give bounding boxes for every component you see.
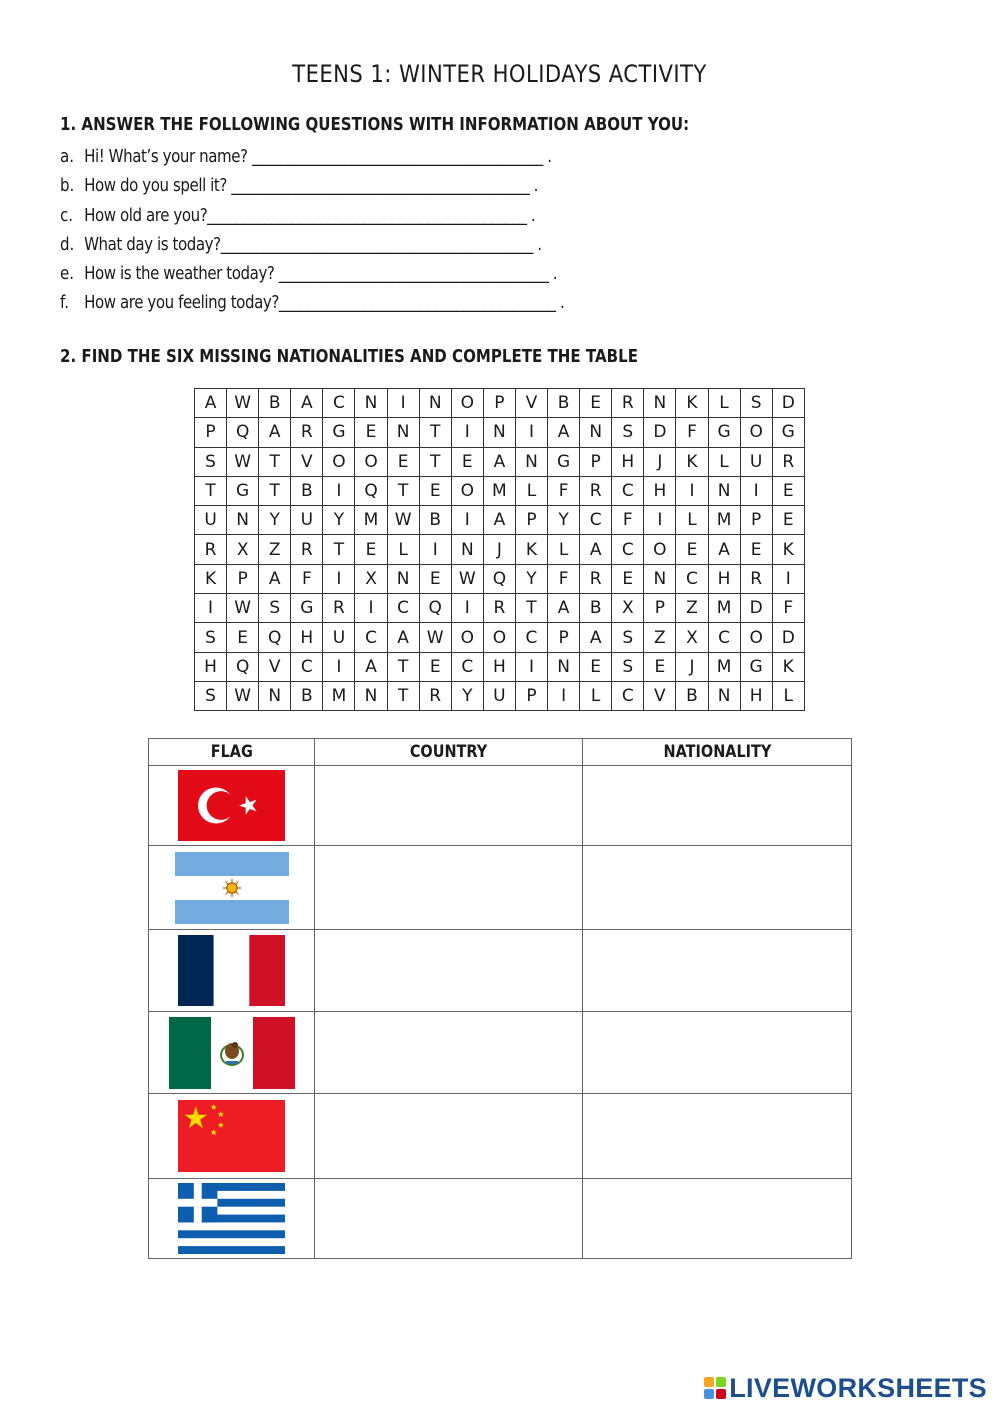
grid-cell[interactable]: Y [515, 564, 547, 593]
china-flag-icon [178, 1100, 285, 1172]
grid-cell[interactable]: T [387, 681, 419, 710]
question-letter: e. [60, 264, 75, 285]
grid-cell[interactable]: L [708, 389, 740, 418]
grid-cell[interactable]: K [772, 652, 804, 681]
grid-cell[interactable]: C [355, 623, 387, 652]
grid-cell[interactable]: B [259, 389, 291, 418]
grid-cell[interactable]: O [323, 447, 355, 476]
grid-cell[interactable]: B [548, 389, 580, 418]
header-flag: FLAG [149, 739, 315, 766]
grid-cell[interactable]: B [291, 476, 323, 505]
mexico-flag-icon [169, 1017, 295, 1089]
grid-cell[interactable]: Z [644, 623, 676, 652]
grid-cell[interactable]: I [515, 418, 547, 447]
grid-cell[interactable]: N [355, 681, 387, 710]
grid-cell[interactable]: Q [227, 652, 259, 681]
grid-cell[interactable]: S [740, 389, 772, 418]
grid-cell[interactable]: N [548, 652, 580, 681]
grid-cell[interactable]: X [676, 623, 708, 652]
grid-cell[interactable]: I [451, 506, 483, 535]
grid-cell[interactable]: R [612, 389, 644, 418]
grid-cell[interactable]: R [580, 564, 612, 593]
grid-cell[interactable]: R [483, 594, 515, 623]
grid-cell[interactable]: N [580, 418, 612, 447]
question-letter: a. [60, 147, 75, 167]
flag-cell [149, 766, 315, 846]
grid-cell[interactable]: E [419, 564, 451, 593]
argentina-flag-icon [175, 852, 289, 924]
grid-cell[interactable]: A [291, 389, 323, 418]
grid-cell[interactable]: J [676, 652, 708, 681]
grid-cell[interactable]: M [708, 506, 740, 535]
grid-cell[interactable]: B [291, 681, 323, 710]
grid-cell[interactable]: I [740, 476, 772, 505]
grid-row [195, 564, 805, 593]
grid-cell[interactable]: B [676, 681, 708, 710]
grid-row [195, 418, 805, 447]
question-e[interactable] [60, 260, 564, 289]
grid-cell[interactable]: H [612, 447, 644, 476]
grid-cell[interactable]: C [612, 476, 644, 505]
grid-cell[interactable]: T [419, 418, 451, 447]
grid-cell[interactable]: C [291, 652, 323, 681]
nationality-answer-cell[interactable] [583, 1179, 852, 1259]
grid-cell[interactable]: Y [259, 506, 291, 535]
grid-cell[interactable]: S [612, 623, 644, 652]
grid-cell[interactable]: V [644, 681, 676, 710]
grid-cell[interactable]: M [708, 652, 740, 681]
france-flag-icon [178, 935, 285, 1006]
grid-cell[interactable]: R [419, 681, 451, 710]
grid-cell[interactable]: G [227, 476, 259, 505]
grid-cell[interactable]: M [708, 594, 740, 623]
grid-cell[interactable]: O [355, 447, 387, 476]
question-letter: f. [60, 293, 69, 314]
question-text: What day is today?____________________________________________ . [84, 234, 542, 255]
grid-cell[interactable]: F [676, 418, 708, 447]
grid-cell[interactable]: E [419, 476, 451, 505]
grid-cell[interactable]: P [227, 564, 259, 593]
grid-cell[interactable]: R [740, 564, 772, 593]
question-text: How old are you?_____________________________________________ . [84, 205, 536, 226]
country-answer-cell[interactable] [315, 1094, 583, 1179]
flag-cell [149, 1179, 315, 1259]
grid-cell[interactable]: K [515, 535, 547, 564]
grid-cell[interactable]: B [419, 506, 451, 535]
grid-row [195, 681, 805, 710]
grid-cell[interactable]: H [708, 564, 740, 593]
grid-cell[interactable]: L [676, 506, 708, 535]
grid-cell[interactable]: H [740, 681, 772, 710]
grid-cell[interactable]: B [580, 594, 612, 623]
country-answer-cell[interactable] [315, 846, 583, 930]
grid-cell[interactable]: I [195, 594, 227, 623]
grid-cell[interactable]: I [323, 476, 355, 505]
table-row [149, 930, 852, 1012]
grid-cell[interactable]: E [676, 535, 708, 564]
grid-cell[interactable]: G [323, 418, 355, 447]
grid-cell[interactable]: E [580, 389, 612, 418]
question-text: How do you spell it? __________________________________________ . [84, 176, 539, 197]
grid-cell[interactable]: X [355, 564, 387, 593]
grid-cell[interactable]: N [708, 681, 740, 710]
grid-row [195, 389, 805, 418]
question-b[interactable] [60, 172, 564, 201]
grid-row [195, 652, 805, 681]
grid-cell[interactable]: V [259, 652, 291, 681]
grid-cell[interactable]: Y [451, 681, 483, 710]
grid-cell[interactable]: A [548, 418, 580, 447]
greece-flag-icon [178, 1183, 285, 1254]
grid-cell[interactable]: S [195, 447, 227, 476]
grid-cell[interactable]: N [515, 447, 547, 476]
nationality-answer-cell[interactable] [583, 846, 852, 930]
nationality-answer-cell[interactable] [583, 766, 852, 846]
grid-cell[interactable]: J [644, 447, 676, 476]
grid-cell[interactable]: Q [259, 623, 291, 652]
grid-cell[interactable]: T [387, 476, 419, 505]
question-text: Hi! What’s your name? _________________________________________ . [84, 147, 552, 167]
grid-cell[interactable]: A [387, 623, 419, 652]
grid-cell[interactable]: C [708, 623, 740, 652]
grid-cell[interactable]: H [483, 652, 515, 681]
table-header-row [149, 739, 852, 766]
grid-cell[interactable]: E [580, 652, 612, 681]
grid-cell[interactable]: C [323, 389, 355, 418]
grid-cell[interactable]: E [355, 418, 387, 447]
grid-cell[interactable]: W [227, 594, 259, 623]
grid-cell[interactable]: M [323, 681, 355, 710]
grid-cell[interactable]: C [451, 652, 483, 681]
grid-cell[interactable]: E [419, 652, 451, 681]
grid-cell[interactable]: N [387, 564, 419, 593]
grid-cell[interactable]: A [548, 594, 580, 623]
nationality-answer-cell[interactable] [583, 1094, 852, 1179]
grid-cell[interactable]: S [612, 418, 644, 447]
grid-row [195, 623, 805, 652]
country-answer-cell[interactable] [315, 1012, 583, 1094]
grid-cell[interactable]: O [740, 623, 772, 652]
grid-cell[interactable]: P [515, 681, 547, 710]
grid-cell[interactable]: H [195, 652, 227, 681]
grid-cell[interactable]: E [772, 506, 804, 535]
grid-cell[interactable]: R [580, 476, 612, 505]
grid-cell[interactable]: N [419, 389, 451, 418]
grid-cell[interactable]: G [291, 594, 323, 623]
grid-cell[interactable]: A [259, 418, 291, 447]
question-text: How are you feeling today?_______________________________________ . [84, 293, 565, 314]
grid-cell[interactable]: S [612, 652, 644, 681]
grid-cell[interactable]: L [772, 681, 804, 710]
grid-cell[interactable]: X [612, 594, 644, 623]
flag-cell [149, 1094, 315, 1179]
grid-cell[interactable]: T [195, 476, 227, 505]
grid-cell[interactable]: D [772, 623, 804, 652]
grid-cell[interactable]: P [195, 418, 227, 447]
grid-cell[interactable]: I [323, 652, 355, 681]
grid-cell[interactable]: Q [355, 476, 387, 505]
grid-cell[interactable]: I [387, 389, 419, 418]
flag-cell [149, 846, 315, 930]
grid-row [195, 476, 805, 505]
section-2-heading: 2. FIND THE SIX MISSING NATIONALITIES AND COMPLETE THE TABLE [60, 347, 639, 367]
grid-cell[interactable]: F [612, 506, 644, 535]
grid-cell[interactable]: D [644, 418, 676, 447]
country-answer-cell[interactable] [315, 766, 583, 846]
grid-cell[interactable]: Q [483, 564, 515, 593]
grid-row [195, 535, 805, 564]
grid-cell[interactable]: I [644, 506, 676, 535]
grid-cell[interactable]: L [548, 535, 580, 564]
grid-cell[interactable]: M [355, 506, 387, 535]
grid-cell[interactable]: I [355, 594, 387, 623]
grid-cell[interactable]: E [772, 476, 804, 505]
grid-cell[interactable]: E [227, 623, 259, 652]
grid-cell[interactable]: W [227, 389, 259, 418]
grid-cell[interactable]: G [740, 652, 772, 681]
grid-cell[interactable]: Z [259, 535, 291, 564]
grid-cell[interactable]: P [580, 447, 612, 476]
grid-cell[interactable]: T [419, 447, 451, 476]
grid-cell[interactable]: M [483, 476, 515, 505]
grid-cell[interactable]: A [483, 506, 515, 535]
grid-cell[interactable]: Q [419, 594, 451, 623]
grid-cell[interactable]: X [227, 535, 259, 564]
grid-cell[interactable]: D [740, 594, 772, 623]
grid-cell[interactable]: C [612, 535, 644, 564]
grid-cell[interactable]: C [580, 506, 612, 535]
grid-cell[interactable]: V [515, 389, 547, 418]
grid-cell[interactable]: P [644, 594, 676, 623]
grid-cell[interactable]: A [708, 535, 740, 564]
grid-cell[interactable]: P [740, 506, 772, 535]
table-row [149, 1094, 852, 1179]
grid-cell[interactable]: N [644, 564, 676, 593]
grid-cell[interactable]: O [644, 535, 676, 564]
grid-cell[interactable]: E [451, 447, 483, 476]
question-c[interactable] [60, 202, 564, 231]
grid-cell[interactable]: S [195, 681, 227, 710]
grid-cell[interactable]: R [772, 447, 804, 476]
grid-cell[interactable]: R [195, 535, 227, 564]
grid-cell[interactable]: S [259, 594, 291, 623]
grid-cell[interactable]: D [772, 389, 804, 418]
nationality-answer-cell[interactable] [583, 1012, 852, 1094]
grid-cell[interactable]: H [291, 623, 323, 652]
question-f[interactable] [60, 289, 564, 318]
grid-cell[interactable]: T [387, 652, 419, 681]
grid-cell[interactable]: I [419, 535, 451, 564]
liveworksheets-logo-icon [704, 1377, 726, 1399]
grid-cell[interactable]: A [355, 652, 387, 681]
table-row [149, 766, 852, 846]
grid-cell[interactable]: A [259, 564, 291, 593]
grid-row [195, 447, 805, 476]
grid-cell[interactable]: N [355, 389, 387, 418]
grid-cell[interactable]: P [483, 389, 515, 418]
grid-cell[interactable]: O [451, 623, 483, 652]
grid-cell[interactable]: A [483, 447, 515, 476]
grid-cell[interactable]: N [227, 506, 259, 535]
grid-cell[interactable]: I [323, 564, 355, 593]
table-row [149, 846, 852, 930]
grid-cell[interactable]: U [291, 506, 323, 535]
grid-row [195, 506, 805, 535]
grid-cell[interactable]: R [291, 535, 323, 564]
grid-cell[interactable]: G [772, 418, 804, 447]
grid-cell[interactable]: C [612, 681, 644, 710]
nationality-answer-cell[interactable] [583, 930, 852, 1012]
turkey-flag-icon [178, 770, 285, 841]
header-country: COUNTRY [315, 739, 583, 766]
liveworksheets-logo [704, 1372, 987, 1404]
grid-cell[interactable]: N [483, 418, 515, 447]
grid-cell[interactable]: I [548, 681, 580, 710]
grid-cell[interactable]: O [451, 476, 483, 505]
grid-cell[interactable]: E [644, 652, 676, 681]
grid-cell[interactable]: W [419, 623, 451, 652]
grid-cell[interactable]: R [323, 594, 355, 623]
grid-cell[interactable]: L [708, 447, 740, 476]
question-letter: c. [60, 205, 74, 226]
section-1-heading: 1. ANSWER THE FOLLOWING QUESTIONS WITH INFORMATION ABOUT YOU: [60, 115, 690, 135]
grid-cell[interactable]: E [612, 564, 644, 593]
grid-cell[interactable]: O [451, 389, 483, 418]
question-a[interactable] [60, 143, 564, 172]
word-search-grid[interactable] [194, 388, 805, 711]
grid-cell[interactable]: Q [227, 418, 259, 447]
flag-cell [149, 1012, 315, 1094]
grid-cell[interactable]: L [580, 681, 612, 710]
grid-cell[interactable]: F [772, 594, 804, 623]
question-d[interactable] [60, 231, 564, 260]
grid-cell[interactable]: S [195, 623, 227, 652]
grid-cell[interactable]: K [676, 447, 708, 476]
liveworksheets-logo-text: LIVEWORKSHEETS [729, 1372, 987, 1403]
grid-cell[interactable]: T [259, 447, 291, 476]
grid-cell[interactable]: N [387, 418, 419, 447]
grid-cell[interactable]: A [195, 389, 227, 418]
grid-cell[interactable]: N [259, 681, 291, 710]
grid-cell[interactable]: C [387, 594, 419, 623]
grid-cell[interactable]: C [676, 564, 708, 593]
grid-row [195, 594, 805, 623]
grid-cell[interactable]: O [483, 623, 515, 652]
grid-cell[interactable]: N [644, 389, 676, 418]
grid-cell[interactable]: Z [676, 594, 708, 623]
grid-cell[interactable]: E [740, 535, 772, 564]
grid-cell[interactable]: W [451, 564, 483, 593]
grid-cell[interactable]: Y [548, 506, 580, 535]
grid-cell[interactable]: A [580, 623, 612, 652]
grid-cell[interactable]: T [323, 535, 355, 564]
question-text: How is the weather today? ______________________________________ . [84, 264, 558, 285]
grid-cell[interactable]: F [548, 476, 580, 505]
grid-cell[interactable]: C [515, 623, 547, 652]
grid-cell[interactable]: P [548, 623, 580, 652]
header-nationality: NATIONALITY [583, 739, 852, 766]
grid-cell[interactable]: T [515, 594, 547, 623]
grid-cell[interactable]: I [676, 476, 708, 505]
table-row [149, 1012, 852, 1094]
grid-cell[interactable]: F [291, 564, 323, 593]
grid-cell[interactable]: P [515, 506, 547, 535]
grid-cell[interactable]: Y [323, 506, 355, 535]
nationality-table [148, 738, 852, 1259]
table-row [149, 1179, 852, 1259]
grid-cell[interactable]: A [580, 535, 612, 564]
country-answer-cell[interactable] [315, 1179, 583, 1259]
grid-cell[interactable]: T [259, 476, 291, 505]
grid-cell[interactable]: U [740, 447, 772, 476]
grid-cell[interactable]: W [387, 506, 419, 535]
grid-cell[interactable]: F [548, 564, 580, 593]
grid-cell[interactable]: R [291, 418, 323, 447]
grid-cell[interactable]: J [483, 535, 515, 564]
grid-cell[interactable]: G [548, 447, 580, 476]
grid-cell[interactable]: U [323, 623, 355, 652]
grid-cell[interactable]: L [515, 476, 547, 505]
flag-cell [149, 930, 315, 1012]
grid-cell[interactable]: E [355, 535, 387, 564]
grid-cell[interactable]: V [291, 447, 323, 476]
grid-cell[interactable]: H [644, 476, 676, 505]
grid-cell[interactable]: W [227, 447, 259, 476]
grid-cell[interactable]: I [772, 564, 804, 593]
question-letter: b. [60, 176, 75, 197]
country-answer-cell[interactable] [315, 930, 583, 1012]
grid-cell[interactable]: I [451, 594, 483, 623]
question-letter: d. [60, 234, 75, 255]
questions-list [60, 143, 646, 319]
grid-cell[interactable]: K [772, 535, 804, 564]
grid-cell[interactable]: W [227, 681, 259, 710]
grid-cell[interactable]: I [451, 418, 483, 447]
grid-cell[interactable]: E [387, 447, 419, 476]
grid-cell[interactable]: K [676, 389, 708, 418]
grid-cell[interactable]: I [515, 652, 547, 681]
grid-cell[interactable]: U [195, 506, 227, 535]
grid-cell[interactable]: U [483, 681, 515, 710]
grid-cell[interactable]: K [195, 564, 227, 593]
grid-cell[interactable]: O [740, 418, 772, 447]
grid-cell[interactable]: L [387, 535, 419, 564]
grid-cell[interactable]: N [708, 476, 740, 505]
page-title: TEENS 1: WINTER HOLIDAYS ACTIVITY [292, 60, 707, 88]
grid-cell[interactable]: G [708, 418, 740, 447]
grid-cell[interactable]: N [451, 535, 483, 564]
